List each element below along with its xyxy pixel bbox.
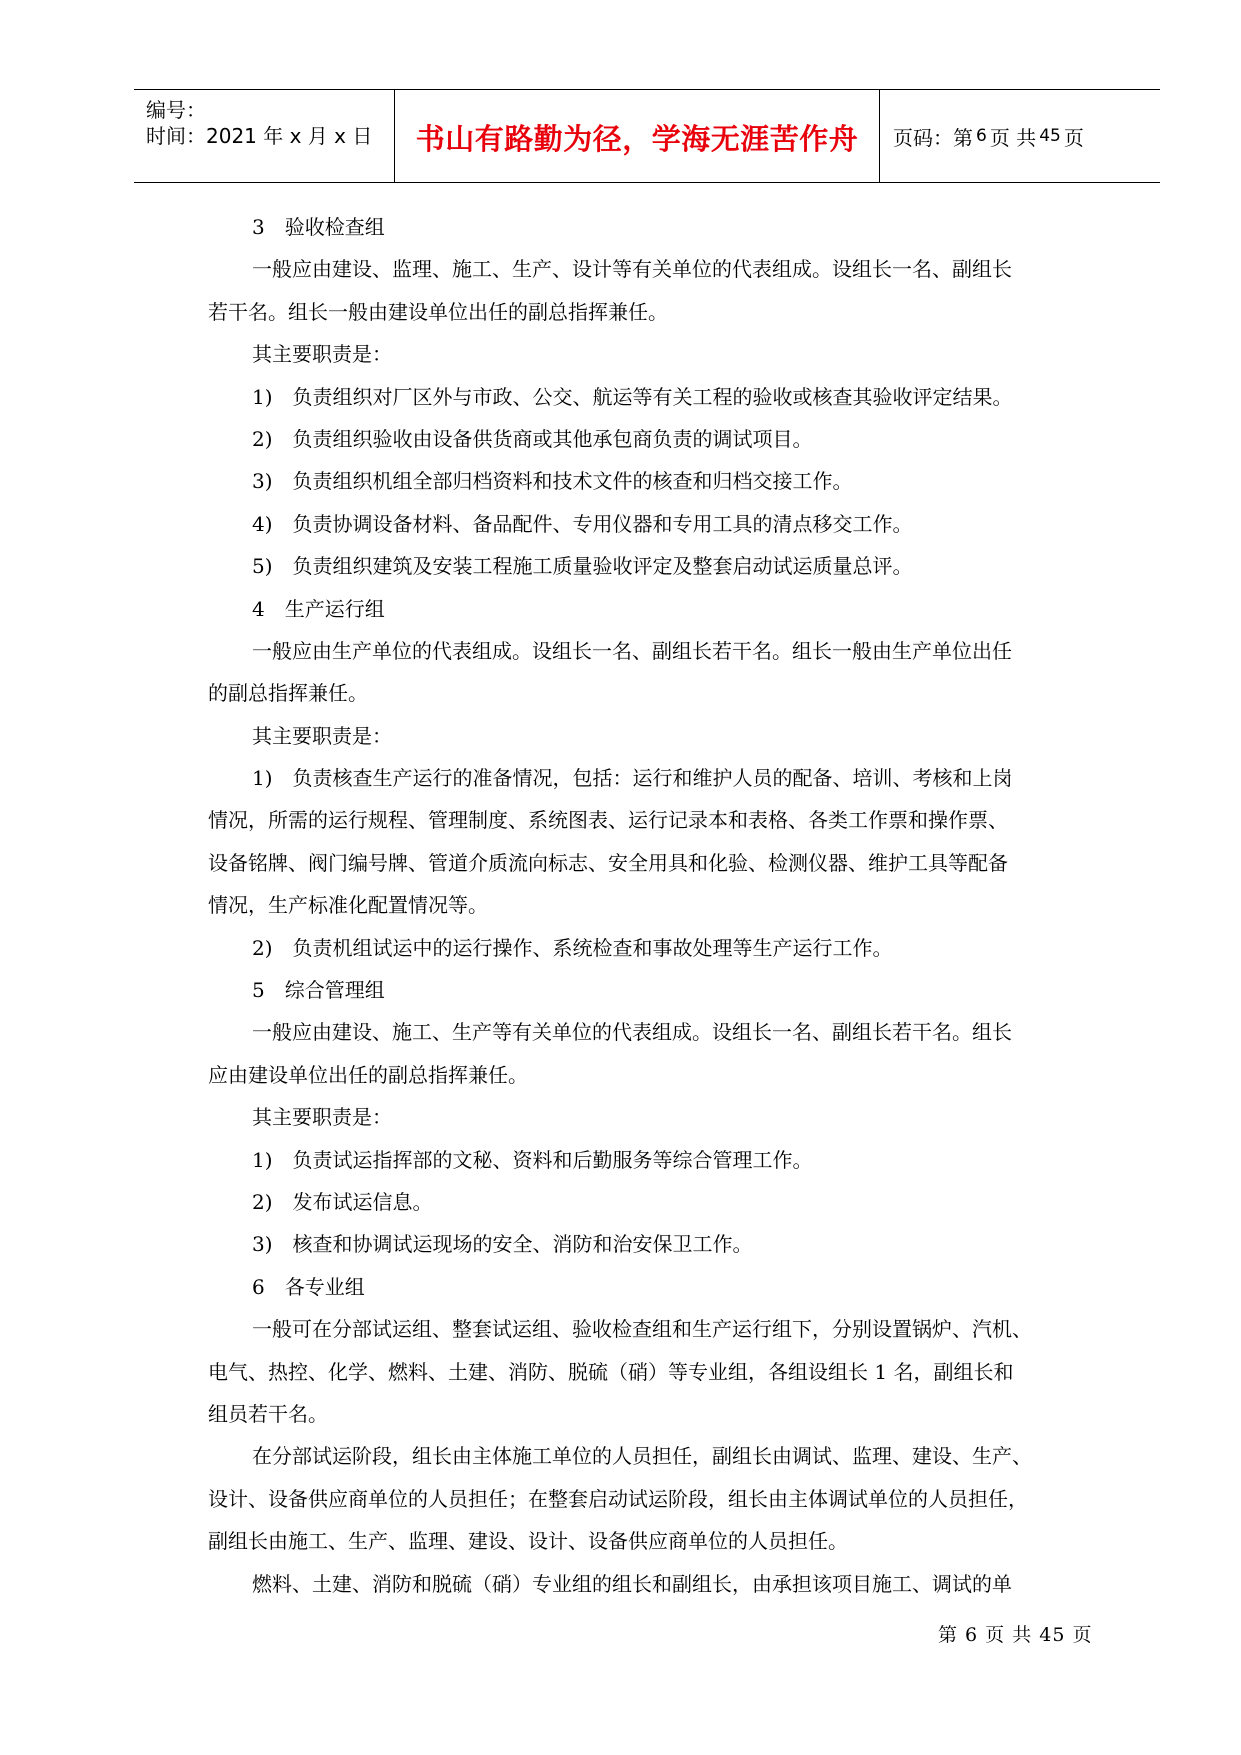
text-line: 一般应由生产单位的代表组成。设组长一名、副组长若干名。组长一般由生产单位出任: [252, 638, 1012, 663]
text-line: 情况，生产标准化配置情况等。: [208, 893, 488, 918]
header-motto: 书山有路勤为径，学海无涯苦作舟: [415, 121, 859, 156]
page-header: [134, 89, 1160, 183]
text-line: 情况，所需的运行规程、管理制度、系统图表、运行记录本和表格、各类工作票和操作票、: [208, 808, 1008, 833]
page-number: 6: [976, 126, 987, 146]
text-line: 5 综合管理组: [252, 978, 385, 1003]
text-line: 副组长由施工、生产、监理、建设、设计、设备供应商单位的人员担任。: [208, 1529, 848, 1554]
document-number-label: 编号：: [146, 98, 206, 122]
text-line: 组员若干名。: [208, 1401, 328, 1426]
text-line: 3) 核查和协调试运现场的安全、消防和治安保卫工作。: [252, 1232, 753, 1257]
text-line: 4) 负责协调设备材料、备品配件、专用仪器和专用工具的清点移交工作。: [252, 511, 913, 536]
text-line: 1) 负责组织对厂区外与市政、公交、航运等有关工程的验收或核查其验收评定结果。: [252, 384, 1013, 409]
text-line: 在分部试运阶段，组长由主体施工单位的人员担任，副组长由调试、监理、建设、生产、: [252, 1444, 1032, 1469]
text-line: 若干名。组长一般由建设单位出任的副总指挥兼任。: [208, 299, 668, 324]
text-line: 2) 负责组织验收由设备供货商或其他承包商负责的调试项目。: [252, 426, 813, 451]
document-body: [208, 206, 1092, 1605]
page-footer: 第 6 页 共 45 页: [938, 1624, 1093, 1646]
document-time-label: 时间：2021 年 x 月 x 日: [146, 124, 373, 148]
header-page-info: [879, 90, 1160, 182]
text-line: 应由建设单位出任的副总指挥兼任。: [208, 1062, 528, 1087]
text-line: 其主要职责是：: [252, 723, 392, 748]
page-prefix: 页码：第: [893, 125, 973, 150]
text-line: 电气、热控、化学、燃料、土建、消防、脱硫（硝）等专业组，各组设组长 1 名，副组长和: [208, 1359, 1014, 1384]
text-line: 2) 负责机组试运中的运行操作、系统检查和事故处理等生产运行工作。: [252, 935, 893, 960]
text-line: 一般可在分部试运组、整套试运组、验收检查组和生产运行组下，分别设置锅炉、汽机、: [252, 1317, 1032, 1342]
text-line: 1) 负责核查生产运行的准备情况，包括：运行和维护人员的配备、培训、考核和上岗: [252, 766, 1013, 791]
text-line: 一般应由建设、监理、施工、生产、设计等有关单位的代表组成。设组长一名、副组长: [252, 257, 1012, 282]
text-line: 其主要职责是：: [252, 1105, 392, 1130]
text-line: 2) 发布试运信息。: [252, 1189, 433, 1214]
header-motto-cell: [394, 90, 880, 182]
header-info: [134, 90, 394, 182]
text-line: 6 各专业组: [252, 1274, 365, 1299]
text-line: 1) 负责试运指挥部的文秘、资料和后勤服务等综合管理工作。: [252, 1147, 813, 1172]
page-suffix: 页: [1063, 125, 1084, 150]
page-total: 45: [1039, 126, 1061, 146]
text-line: 4 生产运行组: [252, 596, 385, 621]
text-line: 设计、设备供应商单位的人员担任；在整套启动试运阶段，组长由主体调试单位的人员担任，: [208, 1486, 1028, 1511]
text-line: 燃料、土建、消防和脱硫（硝）专业组的组长和副组长，由承担该项目施工、调试的单: [252, 1571, 1012, 1596]
text-line: 一般应由建设、施工、生产等有关单位的代表组成。设组长一名、副组长若干名。组长: [252, 1020, 1012, 1045]
text-line: 3 验收检查组: [252, 215, 385, 239]
text-line: 设备铭牌、阀门编号牌、管道介质流向标志、安全用具和化验、检测仪器、维护工具等配备: [208, 850, 1008, 875]
text-line: 5) 负责组织建筑及安装工程施工质量验收评定及整套启动试运质量总评。: [252, 554, 913, 579]
text-line: 3) 负责组织机组全部归档资料和技术文件的核查和归档交接工作。: [252, 469, 853, 494]
page-mid: 页 共: [989, 125, 1037, 150]
text-line: 其主要职责是：: [252, 342, 392, 367]
text-line: 的副总指挥兼任。: [208, 681, 368, 706]
